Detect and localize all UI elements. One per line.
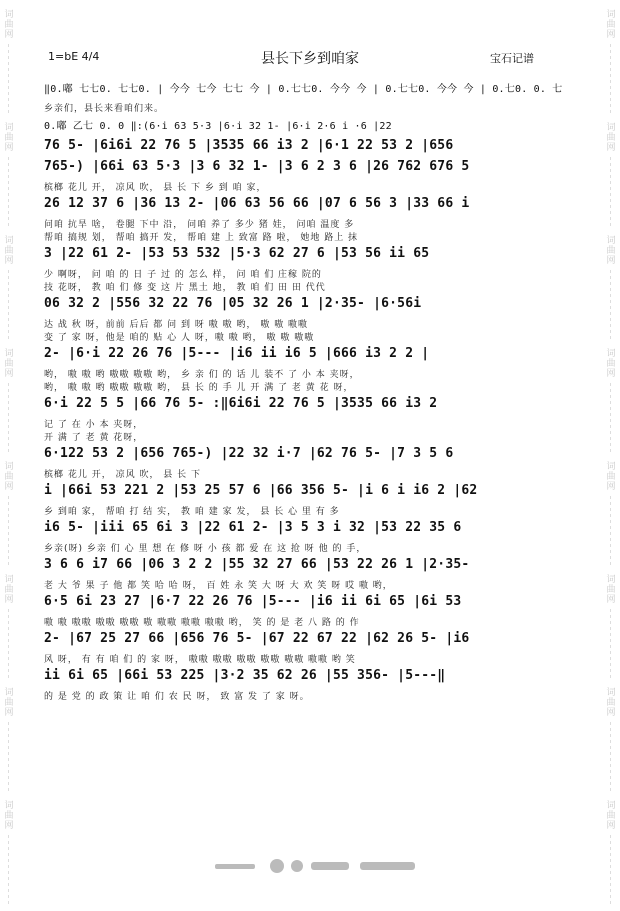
watermark-divider	[610, 383, 611, 453]
watermark-divider	[8, 835, 9, 905]
watermark-text: 词 曲 网	[606, 462, 616, 492]
watermark-divider	[610, 835, 611, 905]
notation-line: 06 32 2 |556 32 22 76 |05 32 26 1 |2·35- |6·56i	[44, 296, 422, 311]
lyric-line: 风 呀， 有 有 咱 们 的 家 呀， 嗷嗷 嗷嗷 嗷嗷 嗷嗷 嗷嗷 嗷嗷 哟 笑	[44, 655, 356, 665]
notation-line: 26 12 37 6 |36 13 2- |06 63 56 66 |07 6 56 3 |33 66 i	[44, 196, 470, 211]
lyric-line: 哟， 嗷 嗷 哟 嗷嗷 嗷嗷 哟， 县 长 的 手 儿 开 满 了 老 黄 花 呀，	[44, 383, 354, 393]
watermark-text: 词 曲 网	[606, 10, 616, 40]
watermark-text: 词 曲 网	[606, 688, 616, 718]
watermark-divider	[8, 157, 9, 227]
lyric-line: 记 了 在 小 本 夹呀，	[44, 420, 144, 430]
notation-line: ‖0.嘟 七七0. 七七0. | 今今 七今 七七 今 | 0.七七0. 今今 今 | 0.七七0. 今今 今 | 0.七0. 0. 七	[44, 84, 563, 95]
lyric-line: 槟榔 花儿 开， 凉风 吹， 县 长 下	[44, 470, 202, 480]
watermark-text: 词 曲 网	[606, 801, 616, 831]
notation-line: 2- |6·i 22 26 76 |5--- |i6 ii i6 5 |666 i3 2 2 |	[44, 346, 430, 361]
watermark-divider	[8, 270, 9, 340]
lyric-line: 的 是 党 的 政 策 让 咱 们 农 民 呀， 致 富 发 了 家 呀。	[44, 692, 310, 702]
lyric-line: 问咱 抗旱 啥， 卷腿 下中 沿， 问咱 养了 多少 猪 娃， 问咱 温度 多	[44, 220, 355, 230]
watermark-divider	[610, 270, 611, 340]
key-signature: 1=bE 4/4	[48, 50, 100, 63]
notation-line: i |66i 53 221 2 |53 25 57 6 |66 356 5- |i 6 i i6 2 |62	[44, 483, 478, 498]
lyric-line: 变 了 家 呀，他是 咱的 贴 心 人 呀，嗷 嗷 哟， 嗷 嗷 嗷嗷	[44, 333, 315, 343]
lyric-line: 老 大 爷 果 子 他 都 笑 哈 哈 呀， 百 姓 永 笑 大 呀 大 欢 笑 呀 哎 嗷 哟，	[44, 581, 393, 591]
lyric-line: 达 战 秋 呀，前前 后后 都 问 到 呀 嗷 嗷 哟， 嗷 嗷 嗷嗷	[44, 320, 309, 330]
watermark-divider	[8, 722, 9, 792]
right-watermark-strip	[604, 0, 618, 911]
lyric-line: 技 花呀， 教 咱 们 修 变 这 片 黑土 地， 教 咱 们 田 田 代代	[44, 283, 326, 293]
notation-line: 6·122 53 2 |656 765-) |22 32 i·7 |62 76 5- |7 3 5 6	[44, 446, 454, 461]
watermark-divider	[610, 157, 611, 227]
lyric-line: 乡亲(呀) 乡亲 们 心 里 想 在 修 呀 小 孩 都 爱 在 这 抢 呀 他 的 手，	[44, 544, 367, 554]
watermark-text: 词 曲 网	[606, 236, 616, 266]
notation-line: 6·5 6i 23 27 |6·7 22 26 76 |5--- |i6 ii 6i 65 |6i 53	[44, 594, 462, 609]
notation-line: 2- |67 25 27 66 |656 76 5- |67 22 67 22 |62 26 5- |i6	[44, 631, 470, 646]
lyric-line: 开 满 了 老 黄 花呀，	[44, 433, 144, 443]
lyric-line: 槟榔 花儿 开， 凉风 吹， 县 长 下 乡 到 咱 家，	[44, 183, 267, 193]
watermark-divider	[610, 496, 611, 566]
score-header	[0, 48, 620, 72]
lyric-line: 乡亲们，县长来看咱们来。	[44, 104, 165, 114]
notation-line: 76 5- |6i6i 22 76 5 |3535 66 i3 2 |6·1 22 53 2 |656	[44, 138, 454, 153]
lyric-line: 乡 到咱 家， 帮咱 打 结 实， 教 咱 建 家 发， 县 长 心 里 有 多	[44, 507, 340, 517]
lyric-line: 帮咱 搞规 划， 帮咱 搞开 发， 帮咱 建 上 致富 路 啦， 她地 路上 抹	[44, 233, 359, 243]
watermark-text: 词 曲 网	[4, 575, 14, 605]
lyric-line: 少 啊呀， 问 咱 的 日 子 过 的 怎么 样， 问 咱 们 庄稼 院的	[44, 270, 322, 280]
watermark-text: 词 曲 网	[4, 236, 14, 266]
watermark-divider	[610, 609, 611, 679]
watermark-text: 词 曲 网	[4, 10, 14, 40]
watermark-text: 词 曲 网	[4, 349, 14, 379]
transcriber-credit: 宝石记谱	[490, 52, 534, 65]
left-watermark-strip	[2, 0, 16, 911]
watermark-divider	[8, 383, 9, 453]
site-logo	[215, 856, 420, 876]
notation-line: 0.嘟 乙七 0. 0 ‖:(6·i 63 5·3 |6·i 32 1- |6·i 2·6 i ·6 |22	[44, 121, 392, 132]
watermark-divider	[8, 609, 9, 679]
notation-line: i6 5- |iii 65 6i 3 |22 61 2- |3 5 3 i 32 |53 22 35 6	[44, 520, 462, 535]
watermark-text: 词 曲 网	[4, 462, 14, 492]
notation-line: 3 |22 61 2- |53 53 532 |5·3 62 27 6 |53 56 ii 65	[44, 246, 430, 261]
watermark-divider	[8, 496, 9, 566]
watermark-text: 词 曲 网	[4, 801, 14, 831]
watermark-text: 词 曲 网	[606, 575, 616, 605]
watermark-text: 词 曲 网	[4, 123, 14, 153]
watermark-divider	[610, 722, 611, 792]
notation-line: ii 6i 65 |66i 53 225 |3·2 35 62 26 |55 356- |5---‖	[44, 668, 446, 683]
notation-line: 3 6 6 i7 66 |06 3 2 2 |55 32 27 66 |53 22 26 1 |2·35-	[44, 557, 470, 572]
notation-line: 6·i 22 5 5 |66 76 5- :‖6i6i 22 76 5 |3535 66 i3 2	[44, 396, 438, 411]
watermark-text: 词 曲 网	[4, 688, 14, 718]
song-title: 县长下乡到咱家	[261, 51, 359, 67]
watermark-text: 词 曲 网	[606, 349, 616, 379]
lyric-line: 哟， 嗷 嗷 哟 嗷嗷 嗷嗷 哟， 乡 亲 们 的 话 儿 装不 了 小 本 夹呀，	[44, 370, 360, 380]
lyric-line: 嗷 嗷 嗷嗷 嗷嗷 嗷嗷 嗷 嗷嗷 嗷嗷 嗷嗷 哟， 笑 的 是 老 八 路 的 作	[44, 618, 360, 628]
watermark-text: 词 曲 网	[606, 123, 616, 153]
notation-line: 765-) |66i 63 5·3 |3 6 32 1- |3 6 2 3 6 |26 762 676 5	[44, 159, 470, 174]
